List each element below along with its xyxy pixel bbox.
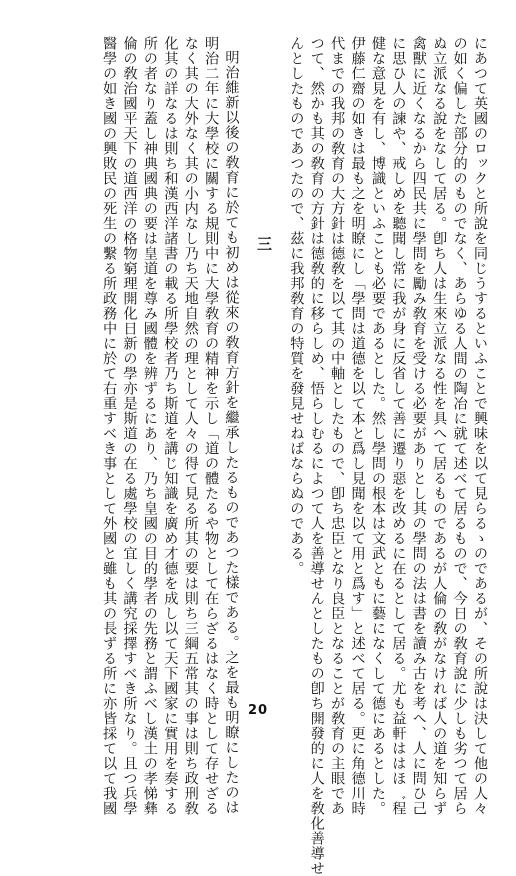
- text-column: 化其の詳なるは則ち和漢西洋諸書の載る所學校者乃ち斯道を講じ知識を廣め才德を成し以て天下國家に實用を奏する: [162, 36, 179, 816]
- text-column: にあつて英國のロックと所說を同じうするといふことで興味を以て見らるゝのであるが、その所說は決して他の人々: [472, 36, 488, 816]
- text-column: 所の者なり蓋し神典國典の要は皇道を尊み國體を辨ずるにあり、乃ち皇國の目的學者の先務と謂ふべし漢土の孝悌彝: [141, 36, 158, 816]
- text-column: 禽獸に近くなるから四民共に學問を勵み敎育を受ける必要がありとし其の學問の法は書を讀み古を考へ、人に問ひ己: [410, 36, 427, 816]
- section-gap: [274, 36, 286, 684]
- text-column: 健な意見を有し、博識といふことも必要であるとした。然し學問の根本は文武ともに藝になくして德にあるとした。: [369, 36, 386, 816]
- text-column: 明治二年に大學校に關する規則中に大學敎育の精神を示し「道の體たるや物として在らざるはなく時として存せざる: [203, 36, 220, 816]
- text-column: 醫學の如き國の興敗民の死生の繫る所政務中に於て右重すべき事として外國と雖も其の長ずる所に亦皆採て以て我國: [101, 36, 118, 816]
- text-column: に思ひ人の諫や、戒しめを聽聞し常に我が身に反省して善に遷り惡を改めるに在るとして居る。尤も益軒ははほ゛程: [390, 36, 407, 816]
- text-column: つて、然かも其の敎育の方針は德敎的に移らしめ、悟らしむるによつて人を善導せんとしたもの卽ち開發的に人を敎化善導せ: [308, 36, 325, 876]
- section-gap: [242, 36, 254, 684]
- text-column: 伊藤仁齋の如きは最も之を明瞭にし「學問は道德を以て本と爲し見聞を以て用と爲す」と述べて居る。更に角德川時: [349, 36, 366, 816]
- text-column: 代までの我邦の敎育の大方針は德敎を以て其の中軸としたもので、卽ち忠臣となり良臣となることが敎育の主眼であ: [329, 36, 346, 816]
- page-number: 20: [247, 703, 269, 718]
- text-column: なく其の大外なく其の小内なし乃ち天地自然の理として人々の得て見る所其の要は則ち三綱五常其の事は則ち政刑敎: [182, 36, 199, 816]
- text-column: の如く偏した部分的のものでなく、あらゆる人間の陶冶に就て述べて居るもので、今日の敎育說に少しも劣つて居ら: [451, 36, 468, 816]
- section-heading: 三: [254, 236, 273, 253]
- text-column: ぬ立派なる說をなして居る。卽ち人は生來立派なる性を具へて居るものであるが人倫の敎がなければ人の道を知らず: [431, 36, 448, 816]
- text-column: 明治維新以後の敎育に於ても初めは從來の敎育方針を繼承したるものであつた樣である。之を最も明瞭にしたのは: [223, 50, 240, 815]
- text-column: 倫の敎治國平天下の道西洋の格物窮理開化日新の學亦是斯道の在る處學校の宜しく講究採擇すべき所なり。且つ兵學: [121, 36, 138, 816]
- text-column: んとしたものであつたので、茲に我邦敎育の特質を發見せねばならぬのである。: [288, 36, 305, 576]
